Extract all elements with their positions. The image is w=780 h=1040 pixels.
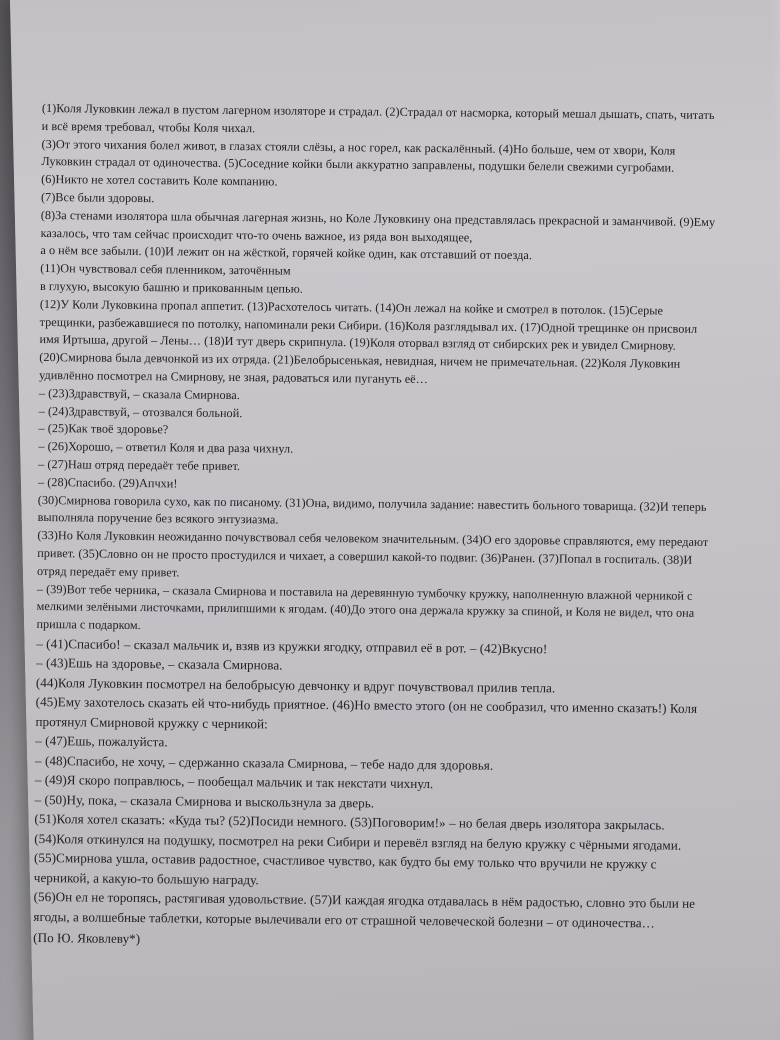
paragraph: (3)От этого чихания болел живот, в глазах стояли слёзы, а нос горел, как раскалённый. (4)Но больше, чем от хвори, Коля Луковкин страдал от одиночества. (5)Соседние койки были аккуратно заправлены, подушки белели свежими сугробами. (6)Никто не хотел составить Коле компанию.: [41, 136, 676, 189]
paragraph: (20)Смирнова была девчонкой из их отряда. (21)Белобрысенькая, невидная, ничем не примечательная. (22)Коля Луковкин удивлённо посмотрел на Смирнову, не зная, радоваться или пугануть её…: [39, 350, 681, 387]
printed-text: [33, 100, 722, 955]
dialogue-line: – (28)Спасибо. (29)Апчхи!: [37, 474, 178, 491]
paragraph: в глухую, высокую башню и прикованным цепью.: [39, 278, 303, 296]
dialogue-line: – (50)Ну, пока, – сказала Смирнова и выскользнула за дверь.: [34, 791, 375, 811]
source-attribution: (По Ю. Яковлеву*): [33, 930, 141, 947]
dialogue-line: – (48)Спасибо, не хочу, – сдержанно сказала Смирнова, – тебе надо для здоровья.: [35, 752, 494, 773]
paragraph: (56)Он ел не торопясь, растягивая удовольствие. (57)И каждая ягодка отдавалась в нём радостью, словно это были не ягоды, а волшебные таблетки, которые вылечивали его от страшной человеческой болезни – от одиночества…: [33, 889, 696, 931]
paragraph: (7)Все были здоровы.: [40, 189, 155, 206]
dialogue-line: – (25)Как твоё здоровье?: [38, 421, 169, 437]
paragraph: (11)Он чувствовал себя пленником, заточённым: [40, 261, 291, 278]
paragraph: (1)Коля Луковкин лежал в пустом лагерном изоляторе и страдал. (2)Страдал от насморка, который мешал дышать, спать, читать и всё время требовал, чтобы Коля чихал.: [41, 100, 715, 136]
paragraph: а о нём все забыли. (10)И лежит он на жёсткой, горячей койке один, как отставший от поезда.: [40, 243, 533, 263]
dialogue-line: – (24)Здравствуй, – отозвался больной.: [38, 403, 243, 420]
paragraph: (30)Смирнова говорила сухо, как по писаному. (31)Она, видимо, получила задание: навестить больного товарища. (32)И теперь выполняла поручение без всякого энтузиазма.: [37, 492, 707, 527]
paragraph: (54)Коля откинулся на подушку, посмотрел на реки Сибири и перевёл взгляд на белую кружку с чёрными ягодами.: [34, 830, 682, 853]
paper-glare: [770, 0, 780, 1040]
paragraph: (51)Коля хотел сказать: «Куда ты? (52)Посиди немного. (53)Поговорим!» – но белая дверь изолятора закрылась.: [34, 811, 665, 833]
paragraph: (12)У Коли Луковкина пропал аппетит. (13)Расхотелось читать. (14)Он лежал на койке и смотрел в потолок. (15)Серые трещинки, разбежавшиеся по потолку, напоминали реки Сибири. (16)Коля разглядывал их. (17)Одной трещинке он присвоил имя Иртыша, другой – Лены… (18)И тут дверь скрипнула. (19)Коля оторвал взгляд от сибирских рек и увидел Смирнову.: [39, 296, 698, 354]
dialogue-line: – (43)Ешь на здоровье, – сказала Смирнова.: [36, 655, 283, 673]
dialogue-line: – (23)Здравствуй, – сказала Смирнова.: [38, 385, 240, 402]
paragraph: (55)Смирнова ушла, оставив радостное, счастливое чувство, как будто бы ему только что вручили не кружку с черникой, а какую-то большую награду.: [33, 850, 657, 888]
paragraph: (8)За стенами изолятора шла обычная лагерная жизнь, но Коле Луковкину она представлялась прекрасной и заманчивой. (9)Ему казалось, что там сейчас происходит что-то очень важное, из ряда вон выходящее,: [40, 207, 716, 245]
dialogue-line: – (41)Спасибо! – сказал мальчик и, взяв из кружки ягодку, отправил её в рот. – (42)Вкусно!: [36, 635, 548, 657]
dialogue-line: – (49)Я скоро поправлюсь, – пообещал мальчик и так некстати чихнул.: [34, 772, 434, 792]
paragraph: (33)Но Коля Луковкин неожиданно почувствовал себя человеком значительным. (34)О его здоровье справляются, ему передают привет. (35)Словно он не просто простудился и чихает, а совершил какой-то подвиг. (36)Ранен. (37)Попал в госпиталь. (38)И отряд передаёт ему привет.: [36, 528, 709, 580]
dialogue-line: – (27)Наш отряд передаёт тебе привет.: [38, 456, 241, 474]
dialogue-line: – (26)Хорошо, – ответил Коля и два раза чихнул.: [38, 439, 294, 456]
dialogue-line: – (47)Ешь, пожалуйста.: [35, 733, 168, 750]
dialogue-line: – (39)Вот тебе черника, – сказала Смирнова и поставила на деревянную тумбочку кружку, наполненную влажной черникой с мелкими зелёными листочками, прилипшими к ягодам. (40)До этого она держала кружку за спиной, и Коля не видел, что она пришла с подарком.: [36, 581, 695, 633]
paragraph: (44)Коля Луковкин посмотрел на белобрысую девчонку и вдруг почувствовал прилив тепла.: [35, 674, 556, 696]
paragraph: (45)Ему захотелось сказать ей что-нибудь приятное. (46)Но вместо этого (он не сообразил, что именно сказать!) Коля протянул Смирновой кружку с черникой:: [35, 694, 698, 732]
